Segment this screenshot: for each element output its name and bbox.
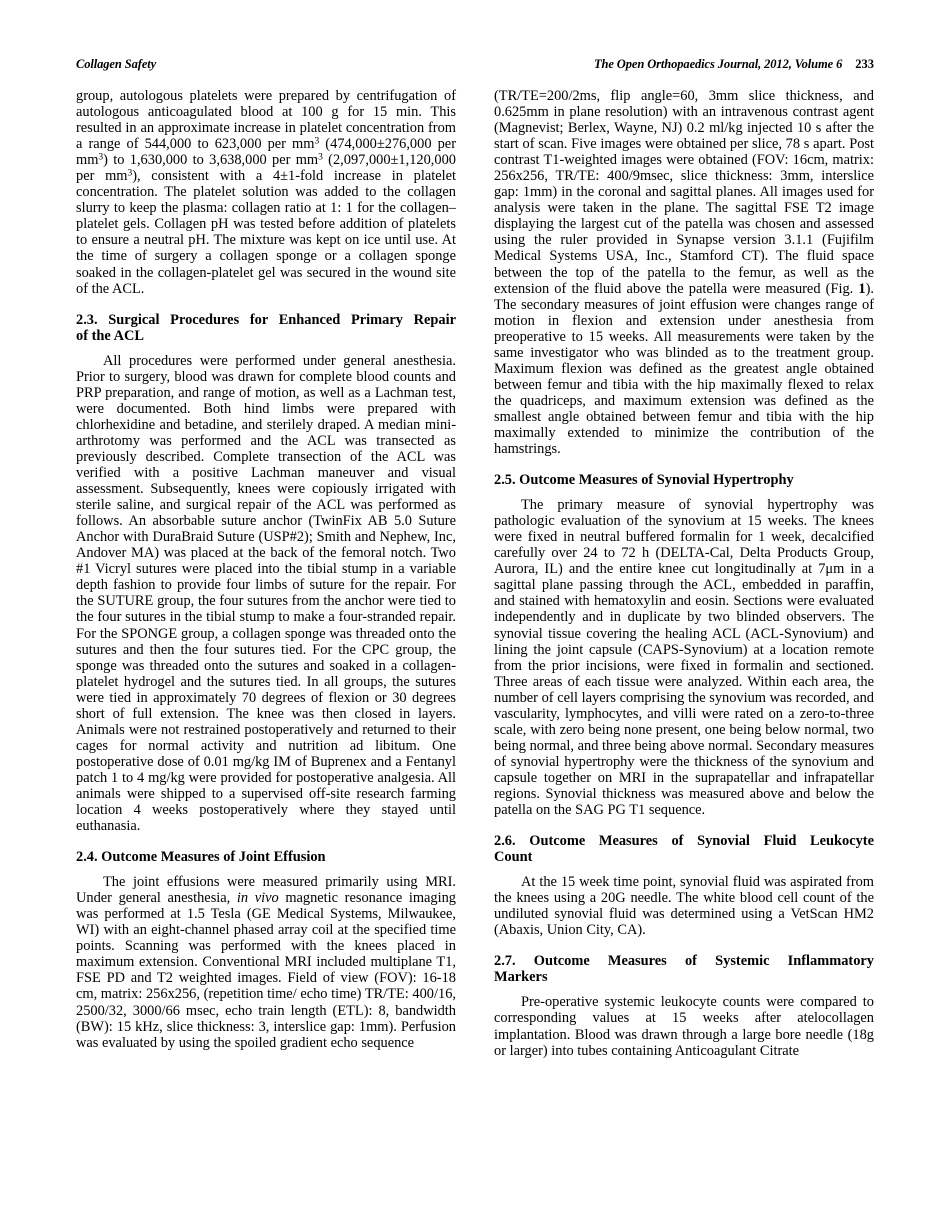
page-number: 233 xyxy=(855,57,874,71)
heading-line: Count xyxy=(494,849,533,866)
section-heading-2-7 xyxy=(494,953,874,985)
running-head-left-title: Collagen Safety xyxy=(76,57,157,71)
heading-line: 2.7. Outcome Measures of Systemic Inflammatory xyxy=(494,953,874,970)
paragraph-systemic-inflammatory-markers: Pre-operative systemic leukocyte counts were compared to corresponding values at 15 weeks after atelocollagen implantation. Blood was drawn through a large bore needle (18g or larger) into tubes containing Anticoagulant Citrate xyxy=(494,994,874,1059)
figure-reference-number: 1 xyxy=(858,280,866,297)
paragraph-continued-mri-protocol xyxy=(494,88,874,457)
superscript-cubic: 3 xyxy=(98,152,104,163)
right-column xyxy=(494,88,874,1059)
two-column-body xyxy=(76,88,874,1059)
running-head-right xyxy=(594,56,874,72)
paragraph-joint-effusion xyxy=(76,874,456,1051)
left-column xyxy=(76,88,456,1059)
text-run: ), consistent with a 4±1-fold increase in platelet concentration. The platelet solution was added to the collagen slurry to keep the plasma: collagen ratio at 1: 1 for the collagen–platelet gels. Collagen pH was tested before addition of platelets to ensure a neutral pH. The mixture was kept on ice until use. At the time of surgery a collagen sponge or a collagen sponge soaked in the collagen-platelet gel was secured in the wound site of the ACL. xyxy=(76,168,456,297)
spacer xyxy=(76,834,456,849)
spacer xyxy=(494,938,874,953)
text-run: (474,000±276,000 per mm xyxy=(76,136,456,169)
heading-line: Markers xyxy=(494,969,548,986)
paragraph-leukocyte-count: At the 15 week time point, synovial fluid was aspirated from the knees using a 20G needle. The white blood cell count of the undiluted synovial fluid was determined using a VetScan HM2 (Abaxis, Union City, CA). xyxy=(494,874,874,939)
spacer xyxy=(494,985,874,994)
heading-line: 2.6. Outcome Measures of Synovial Fluid Leukocyte xyxy=(494,833,874,850)
running-head xyxy=(76,56,874,74)
paragraph-continued-platelet-prep xyxy=(76,88,456,297)
text-run: magnetic resonance imaging was performed at 1.5 Tesla (GE Medical Systems, Milwaukee, WI) with an eight-channel phased array coil at the specified time points. Scanning was performed with the knees placed in maximum extension. Conventional MRI included multiplane T1, FSE PD and T2 weighted images. Field of view (FOV): 16-18 cm, matrix: 256x256, (repetition time/ echo time) TR/TE: 400/16, 2500/32, 3000/66 msec, echo train length (ETL): 8, bandwidth (BW): 15 kHz, slice thickness: 3, interslice gap: 1mm). Perfusion was evaluated by using the spoiled gradient echo sequence xyxy=(76,890,456,1051)
section-heading-2-6 xyxy=(494,833,874,865)
spacer xyxy=(76,865,456,874)
heading-line: of the ACL xyxy=(76,327,144,344)
paragraph-synovial-hypertrophy: The primary measure of synovial hypertrophy was pathologic evaluation of the synovium at 15 weeks. The knees were fixed in neutral buffered formalin for 1 week, decalcified carefully over 24 to 72 h (DELTA-Cal, Delta Products Group, Aurora, IL) and the entire knee cut longitudinally at 7μm in a sagittal plane passing through the ACL, embedded in paraffin, and stained with hematoxylin and eosin. Sections were evaluated independently and in duplicate by two blinded observers. The synovial tissue covering the healing ACL (ACL-Synovium) and lining the joint capsule (CAPS-Synovium) at a location remote from the prior incisions, were fixed in formalin and sectioned. Three areas of each tissue were analyzed. Within each area, the number of cell layers comprising the synovium was recorded, and vascularity, lymphocytes, and villi were rated on a zero-to-three scale, with zero being none present, one being below normal, two being normal, and three being above normal. Secondary measures of synovial hypertrophy were the thickness of the synovium and capsule together on MRI in the suprapatellar and infrapatellar regions. Synovial thickness was measured above and below the patella on the SAG PG T1 sequence. xyxy=(494,497,874,819)
superscript-cubic: 3 xyxy=(127,168,133,179)
section-heading-2-5: 2.5. Outcome Measures of Synovial Hypertrophy xyxy=(494,472,794,489)
text-run: ) to 1,630,000 to 3,638,000 per mm xyxy=(103,152,319,169)
text-run: (2,097,000±1,120,000 per mm xyxy=(76,152,456,185)
paragraph-surgical-procedures: All procedures were performed under general anesthesia. Prior to surgery, blood was drawn for complete blood counts and PRP preparation, and range of motion, as well as a Lachman test, were documented. Both hind limbs were prepared with chlorhexidine and betadine, and sterilely draped. A median mini-arthrotomy was performed and the ACL was transected as previously described. Complete transection of the ACL was verified with a positive Lachman maneuver and visual assessment. Subsequently, knees were copiously irrigated with sterile saline, and surgical repair of the ACL was performed as follows. An absorbable suture anchor (TwinFix AB 5.0 Suture Anchor with DuraBraid Suture (USP#2); Smith and Nephew, Inc, Andover MA) was placed at the back of the femoral notch. Two #1 Vicryl sutures were placed into the tibial stump in a variable depth fashion to provide four limbs of suture for the repair. For the SUTURE group, the four sutures from the anchor were tied to the four sutures in the tibial stump to make a four-stranded repair. For the SPONGE group, a collagen sponge was threaded onto the sutures and then the four sutures tied. For the CPC group, the sponge was threaded onto the sutures and soaked in a collagen-platelet hydrogel and the sutures tied. In all groups, the sutures were tied in approximately 70 degrees of flexion or 30 degrees short of full extension. The knee was then closed in layers. Animals were not restrained postoperatively and returned to their cages for normal activity and nutrition ad libitum. One postoperative dose of 0.01 mg/kg IM of Buprenex and a Fentanyl patch 1 to 4 mg/kg were provided for postoperative analgesia. All animals were shipped to a supervised off-site research farming location 4 weeks postoperatively where they stayed until euthanasia. xyxy=(76,352,456,835)
text-run: The joint effusions were measured primarily using MRI. Under general anesthesia, xyxy=(76,874,456,907)
spacer xyxy=(76,344,456,353)
text-run: group, autologous platelets were prepared by centrifugation of autologous anticoagulated blood at 100 g for 15 min. This resulted in an approximate increase in platelet concentration from a range of 544,000 to 623,000 per mm xyxy=(76,88,456,153)
running-head-journal-citation: The Open Orthopaedics Journal, 2012, Volume 6 xyxy=(593,57,843,71)
section-heading-2-3 xyxy=(76,312,456,344)
section-heading-2-4: 2.4. Outcome Measures of Joint Effusion xyxy=(76,849,326,866)
spacer xyxy=(494,488,874,497)
spacer xyxy=(76,297,456,312)
text-run: (TR/TE=200/2ms, flip angle=60, 3mm slice thickness, and 0.625mm in plane resolution) with an intravenous contrast agent (Magnevist; Berlex, Wayne, NJ) 0.2 ml/kg injected 10 s after the start of scan. Five images were obtained per slice, 78 s apart. Post contrast T1-weighted images were obtained (FOV: 16cm, matrix: 256x256, TR/TE: 400/9msec, slice thickness: 3mm, interslice gap: 1mm) in the coronal and sagittal planes. All images used for analysis were taken in the plane. The sagittal FSE T2 image displaying the largest cut of the patella was chosen and assessed using the ruler provided in Synapse version 3.1.1 (Fujifilm Medical Systems USA, Inc., Stamford CT). The fluid space between the top of the patella to the femur, as well as the extension of the fluid above the patella were measured (Fig. xyxy=(494,88,874,297)
spacer xyxy=(494,457,874,472)
spacer xyxy=(494,865,874,874)
spacer xyxy=(494,818,874,833)
text-run: ). The secondary measures of joint effusion were changes range of motion in flexion and extension under anesthesia from preoperative to 15 weeks. All measurements were taken by the same investigator who was blinded as to the treatment group. Maximum flexion was defined as the greatest angle obtained between femur and tibia with the hip maximally flexed to relax the quadriceps, and maximum extension was defined as the smallest angle obtained between femur and tibia with the hip maximally extended to minimize the contribution of the hamstrings. xyxy=(494,280,874,458)
heading-line: 2.3. Surgical Procedures for Enhanced Primary Repair xyxy=(76,311,456,328)
superscript-cubic: 3 xyxy=(318,152,323,163)
superscript-cubic: 3 xyxy=(314,136,320,147)
italic-in-vivo: in vivo xyxy=(236,890,279,907)
